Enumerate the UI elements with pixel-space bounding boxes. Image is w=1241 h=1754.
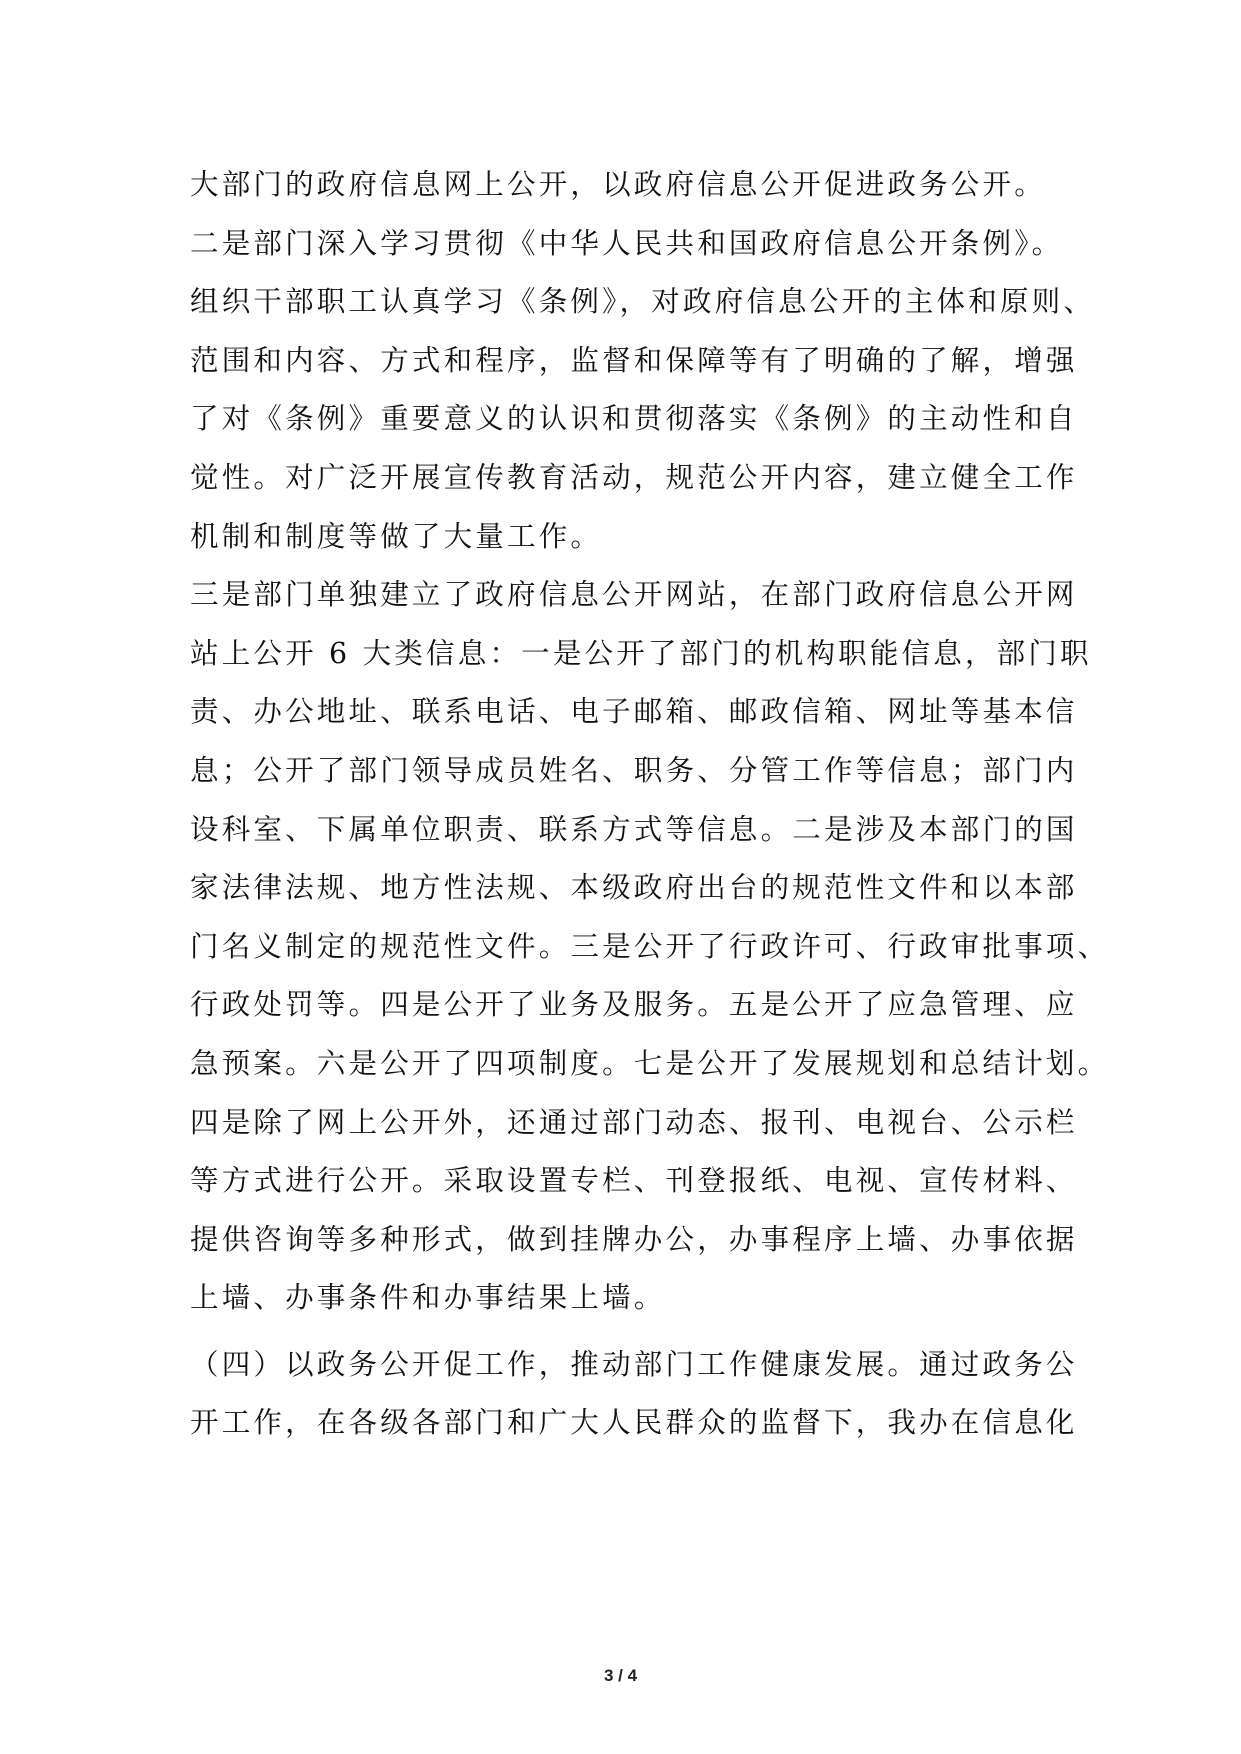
text-line: 门名义制定的规范性文件。三是公开了行政许可、行政审批事项、 — [190, 929, 1110, 963]
text-line: 三是部门单独建立了政府信息公开网站，在部门政府信息公开网 — [190, 578, 1078, 612]
text-line: 家法律法规、地方性法规、本级政府出台的规范性文件和以本部 — [190, 871, 1078, 905]
text-line: 上墙、办事条件和办事结果上墙。 — [190, 1281, 666, 1315]
body-text — [190, 156, 1110, 1453]
text-line: 急预案。六是公开了四项制度。七是公开了发展规划和总结计划。 — [190, 1046, 1110, 1080]
page-number: 3 / 4 — [603, 1666, 638, 1685]
text-line: 开工作，在各级各部门和广大人民群众的监督下，我办在信息化 — [190, 1406, 1078, 1440]
text-line: 二是部门深入学习贯彻《中华人民共和国政府信息公开条例》。 — [190, 226, 1064, 260]
text-line: 大部门的政府信息网上公开，以政府信息公开促进政务公开。 — [190, 168, 1046, 201]
paragraph-gap — [190, 1328, 1070, 1336]
text-line: 范围和内容、方式和程序，监督和保障等有了明确的了解，增强 — [190, 343, 1078, 377]
text-line: 组织干部职工认真学习《条例》，对政府信息公开的主体和原则、 — [190, 285, 1096, 319]
text-line: （四）以政务公开促工作，推动部门工作健康发展。通过政务公 — [190, 1347, 1078, 1381]
text-line: 设科室、下属单位职责、联系方式等信息。二是涉及本部门的国 — [190, 812, 1078, 846]
text-line: 站上公开 6 大类信息：一是公开了部门的机构职能信息，部门职 — [190, 636, 1092, 670]
text-line: 等方式进行公开。采取设置专栏、刊登报纸、电视、宣传材料、 — [190, 1164, 1078, 1198]
text-line: 责、办公地址、联系电话、电子邮箱、邮政信箱、网址等基本信 — [190, 695, 1078, 729]
text-line: 四是除了网上公开外，还通过部门动态、报刊、电视台、公示栏 — [190, 1105, 1078, 1139]
text-line: 提供咨询等多种形式，做到挂牌办公，办事程序上墙、办事依据 — [190, 1222, 1078, 1256]
text-line: 行政处罚等。四是公开了业务及服务。五是公开了应急管理、应 — [190, 988, 1078, 1022]
text-line: 机制和制度等做了大量工作。 — [190, 519, 603, 553]
text-line: 了对《条例》重要意义的认识和贯彻落实《条例》的主动性和自 — [190, 402, 1078, 436]
text-line: 觉性。对广泛开展宣传教育活动，规范公开内容，建立健全工作 — [190, 460, 1078, 494]
text-line: 息；公开了部门领导成员姓名、职务、分管工作等信息；部门内 — [190, 753, 1078, 787]
